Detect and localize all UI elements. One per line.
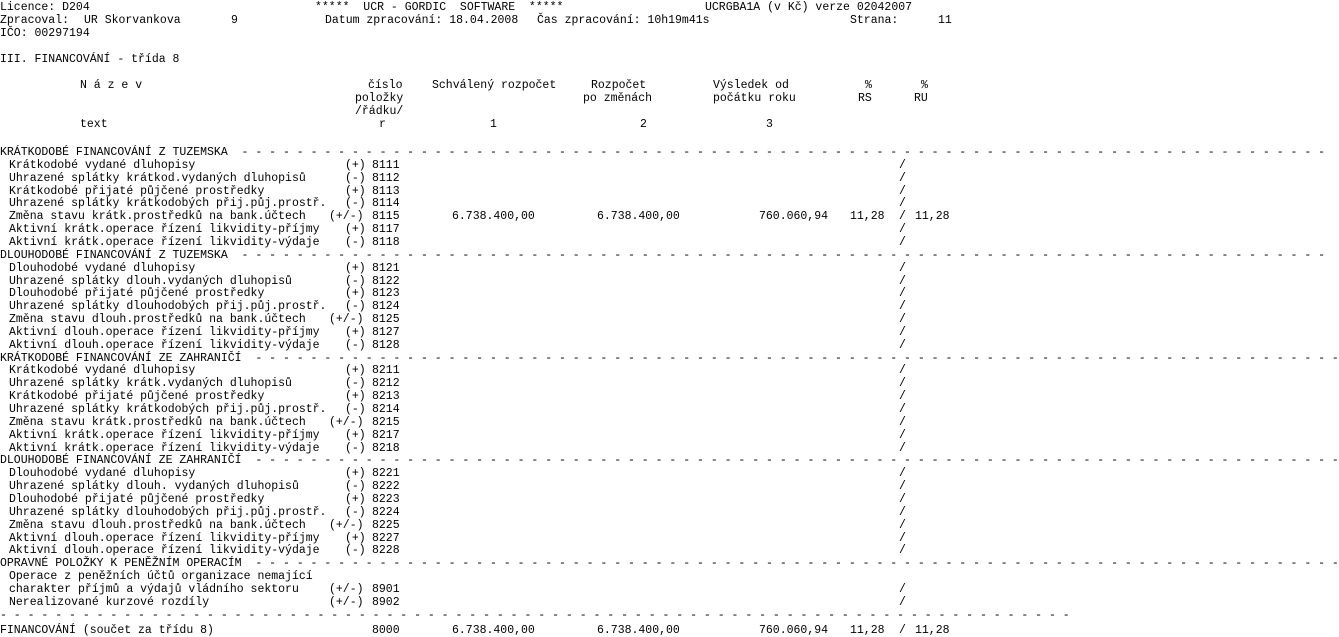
row-name: Změna stavu krátk.prostředků na bank.účtech	[9, 416, 306, 429]
section-heading: DLOUHODOBÉ FINANCOVÁNÍ Z TUZEMSKA	[0, 249, 228, 262]
row-sign: (-)	[345, 275, 366, 288]
col-vysledek-line1: Výsledek od	[713, 79, 789, 92]
row-pct-rs: 11,28	[850, 210, 885, 223]
row-budget-changed: 6.738.400,00	[597, 210, 680, 223]
col-schvaleny: Schválený rozpočet	[432, 79, 557, 92]
row-slash: /	[899, 532, 906, 545]
row-code: 8228	[372, 544, 400, 557]
row-code: 8112	[372, 172, 400, 185]
row-name: Dlouhodobé přijaté půjčené prostředky	[9, 493, 265, 506]
row-name: Krátkodobé přijaté půjčené prostředky	[9, 185, 265, 198]
row-slash: /	[899, 493, 906, 506]
section-title: III. FINANCOVÁNÍ - třída 8	[0, 53, 180, 66]
row-slash: /	[899, 390, 906, 403]
row-code: 8124	[372, 300, 400, 313]
report-code: UCRGBA1A (v Kč) verze 02042007	[705, 1, 913, 14]
row-slash: /	[899, 377, 906, 390]
row-code: 8213	[372, 390, 400, 403]
row-code: 8222	[372, 480, 400, 493]
col-cislo-line4: r	[379, 118, 386, 131]
row-name: Uhrazené splátky dlouhodobých přij.půj.prostř.	[9, 300, 327, 313]
row-budget: 6.738.400,00	[452, 210, 535, 223]
row-code: 8127	[372, 326, 400, 339]
section-heading: KRÁTKODOBÉ FINANCOVÁNÍ Z TUZEMSKA	[0, 146, 228, 159]
row-code: 8114	[372, 197, 400, 210]
row-code: 8901	[372, 583, 400, 596]
row-slash: /	[899, 275, 906, 288]
row-slash: /	[899, 467, 906, 480]
processing-date: Datum zpracování: 18.04.2008	[325, 14, 519, 27]
row-name: Uhrazené splátky krátkodobých přij.půj.prostř.	[9, 403, 327, 416]
row-code: 8111	[372, 159, 400, 172]
row-slash: /	[899, 519, 906, 532]
section-heading: DLOUHODOBÉ FINANCOVÁNÍ ZE ZAHRANIČÍ	[0, 454, 242, 467]
col-vysledek-num: 3	[766, 118, 773, 131]
zpracoval-name: UR Skorvankova	[84, 14, 181, 27]
row-sign: (+/-)	[329, 583, 364, 596]
col-cislo-line1: číslo	[368, 79, 403, 92]
row-name: Aktivní krátk.operace řízení likvidity-výdaje	[9, 442, 320, 455]
row-slash: /	[899, 403, 906, 416]
row-sign: (-)	[345, 377, 366, 390]
row-sign: (-)	[345, 442, 366, 455]
row-slash: /	[899, 442, 906, 455]
row-code: 8217	[372, 429, 400, 442]
total-slash: /	[899, 624, 906, 637]
total-result: 760.060,94	[759, 624, 829, 637]
row-code: 8215	[372, 416, 400, 429]
row-code: 8128	[372, 339, 400, 352]
row-code: 8214	[372, 403, 400, 416]
ico-label: IČO: 00297194	[0, 27, 90, 40]
row-sign: (+)	[345, 326, 366, 339]
section-separator	[0, 146, 1326, 159]
section-heading: OPRAVNÉ POLOŽKY K PENĚŽNÍM OPERACÍM	[0, 557, 242, 570]
row-code: 8227	[372, 532, 400, 545]
row-sign: (+)	[345, 390, 366, 403]
row-name: Dlouhodobé vydané dluhopisy	[9, 262, 196, 275]
row-slash: /	[899, 197, 906, 210]
col-nazev: N á z e v	[80, 79, 143, 92]
row-slash: /	[899, 300, 906, 313]
row-code: 8218	[372, 442, 400, 455]
row-name: Krátkodobé vydané dluhopisy	[9, 364, 196, 377]
row-sign: (+/-)	[329, 519, 364, 532]
row-name: Uhrazené splátky dlouhodobých přij.půj.prostř.	[9, 506, 327, 519]
row-sign: (+/-)	[329, 596, 364, 609]
row-name: Nerealizované kurzové rozdíly	[9, 596, 210, 609]
banner-text: ***** UCR - GORDIC SOFTWARE *****	[315, 1, 564, 14]
row-slash: /	[899, 262, 906, 275]
row-name: Změna stavu dlouh.prostředků na bank.účtech	[9, 519, 306, 532]
row-code: 8224	[372, 506, 400, 519]
row-name: Aktivní dlouh.operace řízení likvidity-příjmy	[9, 532, 320, 545]
row-slash: /	[899, 326, 906, 339]
section-dashes: - - - - - - - - - - - - - - - - - - - - - - - - - - - - - - - - - - - - - - - - - - - - - - - - - - - - - - - - - - - - - - - - - - - - - - - - - - - - - - -	[227, 146, 1326, 159]
row-name: Uhrazené splátky krátk.vydaných dluhopisů	[9, 377, 292, 390]
row-name: Aktivní dlouh.operace řízení likvidity-výdaje	[9, 339, 320, 352]
col-text: text	[80, 118, 108, 131]
row-slash: /	[899, 159, 906, 172]
row-name: Aktivní dlouh.operace řízení likvidity-příjmy	[9, 326, 320, 339]
section-separator	[0, 249, 1326, 262]
row-result: 760.060,94	[759, 210, 829, 223]
row-code: 8902	[372, 596, 400, 609]
row-sign: (+)	[345, 467, 366, 480]
col-pct-rs-line2: RS	[858, 92, 872, 105]
row-sign: (+)	[345, 159, 366, 172]
processing-time: Čas zpracování: 10h19m41s	[537, 14, 710, 27]
row-code: 8115	[372, 210, 400, 223]
row-sign: (-)	[345, 339, 366, 352]
row-pct-ru: 11,28	[915, 210, 950, 223]
row-code: 8125	[372, 313, 400, 326]
col-cislo-line2: položky	[355, 92, 404, 105]
row-name: Aktivní dlouh.operace řízení likvidity-výdaje	[9, 544, 320, 557]
page-number: 11	[938, 14, 952, 27]
row-sign: (+)	[345, 287, 366, 300]
row-sign: (-)	[345, 403, 366, 416]
row-name: charakter příjmů a výdajů vládního sektoru	[9, 583, 299, 596]
section-separator	[0, 557, 1339, 570]
total-pct-ru: 11,28	[915, 624, 950, 637]
row-name: Aktivní krátk.operace řízení likvidity-výdaje	[9, 236, 320, 249]
row-slash: /	[899, 185, 906, 198]
row-sign: (-)	[345, 172, 366, 185]
row-sign: (-)	[345, 506, 366, 519]
row-sign: (-)	[345, 544, 366, 557]
row-slash: /	[899, 172, 906, 185]
row-slash: /	[899, 544, 906, 557]
row-sign: (+)	[345, 185, 366, 198]
col-pct-ru-line1: %	[921, 79, 928, 92]
row-code: 8221	[372, 467, 400, 480]
col-rozpocet-line1: Rozpočet	[591, 79, 647, 92]
total-separator: - - - - - - - - - - - - - - - - - - - - - - - - - - - - - - - - - - - - - - - - - - - - - - - - - - - - - - - - - - - - - - - - - - - - - - - - - - - - - -	[0, 609, 1070, 622]
page-label: Strana:	[850, 14, 899, 27]
row-slash: /	[899, 210, 906, 223]
row-slash: /	[899, 416, 906, 429]
row-code: 8123	[372, 287, 400, 300]
row-name: Dlouhodobé vydané dluhopisy	[9, 467, 196, 480]
row-slash: /	[899, 236, 906, 249]
row-name: Změna stavu dlouh.prostředků na bank.účtech	[9, 313, 306, 326]
section-dashes: - - - - - - - - - - - - - - - - - - - - - - - - - - - - - - - - - - - - - - - - - - - - - - - - - - - - - - - - - - - - - - - - - - - - - - - - - - - - - - -	[241, 557, 1339, 570]
row-sign: (+/-)	[329, 210, 364, 223]
row-sign: (+/-)	[329, 416, 364, 429]
total-budget: 6.738.400,00	[452, 624, 535, 637]
section-dashes: - - - - - - - - - - - - - - - - - - - - - - - - - - - - - - - - - - - - - - - - - - - - - - - - - - - - - - - - - - - - - - - - - - - - - - - - - - - - - - -	[241, 454, 1339, 467]
row-sign: (+)	[345, 262, 366, 275]
row-name: Krátkodobé přijaté půjčené prostředky	[9, 390, 265, 403]
row-name: Uhrazené splátky dlouh.vydaných dluhopisů	[9, 275, 292, 288]
row-code: 8122	[372, 275, 400, 288]
row-code: 8121	[372, 262, 400, 275]
row-name: Změna stavu krátk.prostředků na bank.účtech	[9, 210, 306, 223]
total-budget-changed: 6.738.400,00	[597, 624, 680, 637]
row-code: 8225	[372, 519, 400, 532]
row-name: Dlouhodobé přijaté půjčené prostředky	[9, 287, 265, 300]
row-name: Uhrazené splátky krátkodobých přij.půj.prostř.	[9, 197, 327, 210]
row-name: Aktivní krátk.operace řízení likvidity-příjmy	[9, 223, 320, 236]
row-slash: /	[899, 583, 906, 596]
row-sign: (+)	[345, 493, 366, 506]
row-slash: /	[899, 287, 906, 300]
row-code: 8118	[372, 236, 400, 249]
section-heading: KRÁTKODOBÉ FINANCOVÁNÍ ZE ZAHRANIČÍ	[0, 352, 242, 365]
row-slash: /	[899, 480, 906, 493]
row-sign: (-)	[345, 480, 366, 493]
row-slash: /	[899, 429, 906, 442]
row-name: Uhrazené splátky krátkod.vydaných dluhopisů	[9, 172, 306, 185]
row-sign: (-)	[345, 197, 366, 210]
row-code: 8211	[372, 364, 400, 377]
row-sign: (+)	[345, 532, 366, 545]
col-schvaleny-num: 1	[490, 118, 497, 131]
col-pct-ru-line2: RU	[914, 92, 928, 105]
row-sign: (+)	[345, 429, 366, 442]
row-name: Krátkodobé vydané dluhopisy	[9, 159, 196, 172]
row-name: Operace z peněžních účtů organizace nemající	[9, 570, 313, 583]
row-sign: (-)	[345, 236, 366, 249]
row-code: 8223	[372, 493, 400, 506]
zpracoval-number: 9	[231, 14, 238, 27]
row-sign: (+)	[345, 364, 366, 377]
total-code: 8000	[372, 624, 400, 637]
total-pct-rs: 11,28	[850, 624, 885, 637]
row-name: Aktivní krátk.operace řízení likvidity-příjmy	[9, 429, 320, 442]
section-dashes: - - - - - - - - - - - - - - - - - - - - - - - - - - - - - - - - - - - - - - - - - - - - - - - - - - - - - - - - - - - - - - - - - - - - - - - - - - - - - - -	[227, 249, 1326, 262]
row-code: 8212	[372, 377, 400, 390]
row-code: 8117	[372, 223, 400, 236]
col-rozpocet-line2: po změnách	[583, 92, 653, 105]
row-code: 8113	[372, 185, 400, 198]
row-slash: /	[899, 364, 906, 377]
licence-label: Licence: D204	[0, 1, 90, 14]
section-separator	[0, 454, 1339, 467]
col-cislo-line3: /řádku/	[355, 105, 404, 118]
col-pct-rs-line1: %	[865, 79, 872, 92]
total-name: FINANCOVÁNÍ (součet za třídu 8)	[0, 624, 214, 637]
row-sign: (+)	[345, 223, 366, 236]
col-vysledek-line2: počátku roku	[713, 92, 796, 105]
zpracoval-label: Zpracoval:	[0, 14, 70, 27]
col-rozpocet-num: 2	[640, 118, 647, 131]
row-slash: /	[899, 596, 906, 609]
row-slash: /	[899, 506, 906, 519]
row-slash: /	[899, 223, 906, 236]
row-slash: /	[899, 313, 906, 326]
row-slash: /	[899, 339, 906, 352]
row-sign: (+/-)	[329, 313, 364, 326]
section-dashes: - - - - - - - - - - - - - - - - - - - - - - - - - - - - - - - - - - - - - - - - - - - - - - - - - - - - - - - - - - - - - - - - - - - - - - - - - - - - - - -	[241, 352, 1339, 365]
row-sign: (-)	[345, 300, 366, 313]
row-name: Uhrazené splátky dlouh. vydaných dluhopisů	[9, 480, 299, 493]
